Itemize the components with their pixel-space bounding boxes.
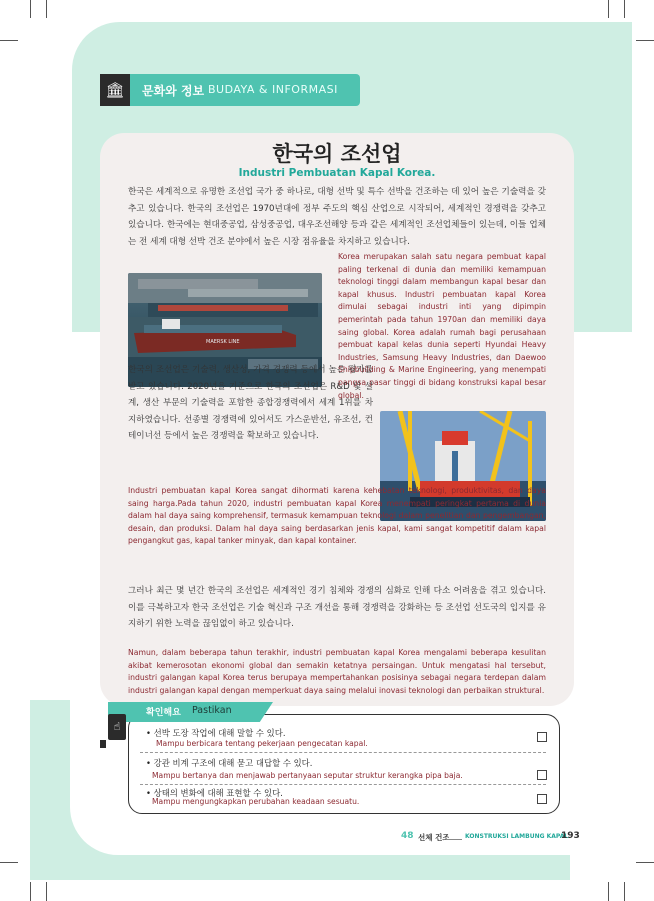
museum-icon: 🏛 — [100, 74, 130, 106]
page-title: 한국의 조선업 — [272, 142, 402, 166]
checklist-item-ko: • 선박 도장 작업에 대해 말할 수 있다. — [146, 728, 286, 738]
footer-label-ko: 선체 건조 — [418, 833, 450, 842]
checklist-checkbox[interactable] — [537, 732, 547, 742]
crop-mark — [608, 882, 609, 901]
checklist-item-id: Mampu berbicara tentang pekerjaan pengecatan kapal. — [156, 739, 368, 748]
crop-mark — [46, 882, 47, 901]
checklist-checkbox[interactable] — [537, 770, 547, 780]
footer-label-id: KONSTRUKSI LAMBUNG KAPAL — [465, 833, 569, 840]
divider — [140, 752, 546, 753]
ship-hull-text: MAERSK LINE — [206, 339, 240, 345]
paragraph-id-3: Namun, dalam beberapa tahun terakhir, industri pembuatan kapal Korea mengalami beberapa kesulitan akibat kemerosotan ekonomi global dan semakin ketatnya persaingan. Untuk mengatasi hal tersebut, industri galangan kapal Korea terus berupaya mempertahankan posisinya sebagai negara terdepan dalam industri galangan kapal dengan memperkuat daya saing melalui inovasi teknologi dan perbaikan struktural. — [128, 648, 546, 695]
checklist-item-id: Mampu mengungkapkan perubahan keadaan sesuatu. — [152, 797, 360, 806]
paragraph-ko-2: 한국의 조선업은 기술력, 생산성, 가격 경쟁력 등에서 높은 평가를 받고 있습니다. 2020년을 기준으로 한국의 조선업은 R&D 및 설계, 생산 부문의 기술력을 포함한 종합경쟁력에서 세계 1위를 차지하였습니다. 선종별 경쟁력에 있어서도 가스운반선, 유조선, 컨테이너선 등에서 높은 경쟁력을 확보하고 있습니다. — [128, 365, 373, 442]
crop-mark — [608, 0, 609, 18]
crop-mark — [636, 40, 654, 41]
paragraph-id-1: Korea merupakan salah satu negara pembuat kapal paling terkenal di dunia dan memiliki kemampuan teknologi tinggi dalam membangun kapal besar dan kapal khusus. Industri pembuatan kapal Korea dimulai sebagai industri inti yang dipimpin pemerintah pada tahun 1970an dan memiliki daya saing global. Korea adalah rumah bagi perusahaan pembuat kapal kelas dunia seperti Hyundai Heavy Industries, Samsung Heavy Industries, dan Daewoo Shipbuilding & Marine Engineering, yang menempati pangsa pasar tinggi di bidang konstruksi kapal besar global. — [338, 252, 546, 400]
checklist-label-id: Pastikan — [192, 705, 232, 716]
paragraph-ko-1: 한국은 세계적으로 유명한 조선업 국가 중 하나로, 대형 선박 및 특수 선박을 건조하는 데 있어 높은 기술력을 갖추고 있습니다. 한국의 조선업은 1970년대에 정부 주도의 핵심 산업으로 시작되어, 세계적인 경쟁력을 갖추고 있습니다. 한국에는 현대중공업, 삼성중공업, 대우조선해양 등과 같은 세계적인 조선업체들이 있는데, 이들 업체는 전 세계 대형 선박 건조 분야에서 높은 시장 점유율을 차지하고 있습니다. — [128, 187, 546, 247]
banner-label-ko: 문화와 정보 — [142, 84, 205, 98]
checklist-checkbox[interactable] — [537, 794, 547, 804]
checklist-header — [108, 702, 273, 722]
crop-mark — [624, 882, 625, 901]
banner-label-id: BUDAYA & INFORMASI — [208, 83, 338, 96]
page-subtitle: Industri Pembuatan Kapal Korea. — [238, 167, 436, 179]
crop-mark — [624, 0, 625, 18]
checklist-item-ko: • 상태의 변화에 대해 표현할 수 있다. — [146, 788, 283, 798]
page-number-left: 48 — [401, 831, 414, 841]
page-number-right: 193 — [561, 831, 580, 841]
crop-mark — [46, 0, 47, 18]
crop-mark — [0, 40, 18, 41]
checklist-item-id: Mampu bertanya dan menjawab pertanyaan seputar struktur kerangka pipa baja. — [152, 771, 463, 780]
checklist-label-ko: 확인해요 — [146, 708, 181, 718]
checklist-item-ko: • 강관 비계 구조에 대해 묻고 대답할 수 있다. — [146, 758, 313, 768]
crop-mark — [30, 0, 31, 18]
checklist-tab-marker — [100, 740, 106, 748]
crop-mark — [30, 882, 31, 901]
crop-mark — [0, 862, 18, 863]
crop-mark — [636, 862, 654, 863]
paragraph-id-2: Industri pembuatan kapal Korea sangat dihormati karena kehebatan teknologi, produktivitas, dan daya saing harga.Pada tahun 2020, industri pembuatan kapal Korea menempati peringkat pertama di dunia dalam hal daya saing komprehensif, termasuk kemampuan teknologi dalam penelitian dan pengembangan, desain, dan produksi. Dalam hal daya saing berdasarkan jenis kapal, kami sangat kompetitif dalam kapal pengangkut gas, kapal tanker minyak, dan kapal kontainer. — [128, 486, 546, 546]
pointer-hand-icon: ☝ — [108, 714, 126, 740]
paragraph-ko-3: 그러나 최근 몇 년간 한국의 조선업은 세계적인 경기 침체와 경쟁의 심화로 인해 다소 어려움을 겪고 있습니다. 이를 극복하고자 한국 조선업은 기술 혁신과 구조 개선을 통해 경쟁력을 강화하는 등 조선업 선도국의 입지를 유지하기 위한 노력을 끊임없이 하고 있습니다. — [128, 586, 546, 630]
footer-divider — [446, 839, 462, 840]
divider — [140, 784, 546, 785]
